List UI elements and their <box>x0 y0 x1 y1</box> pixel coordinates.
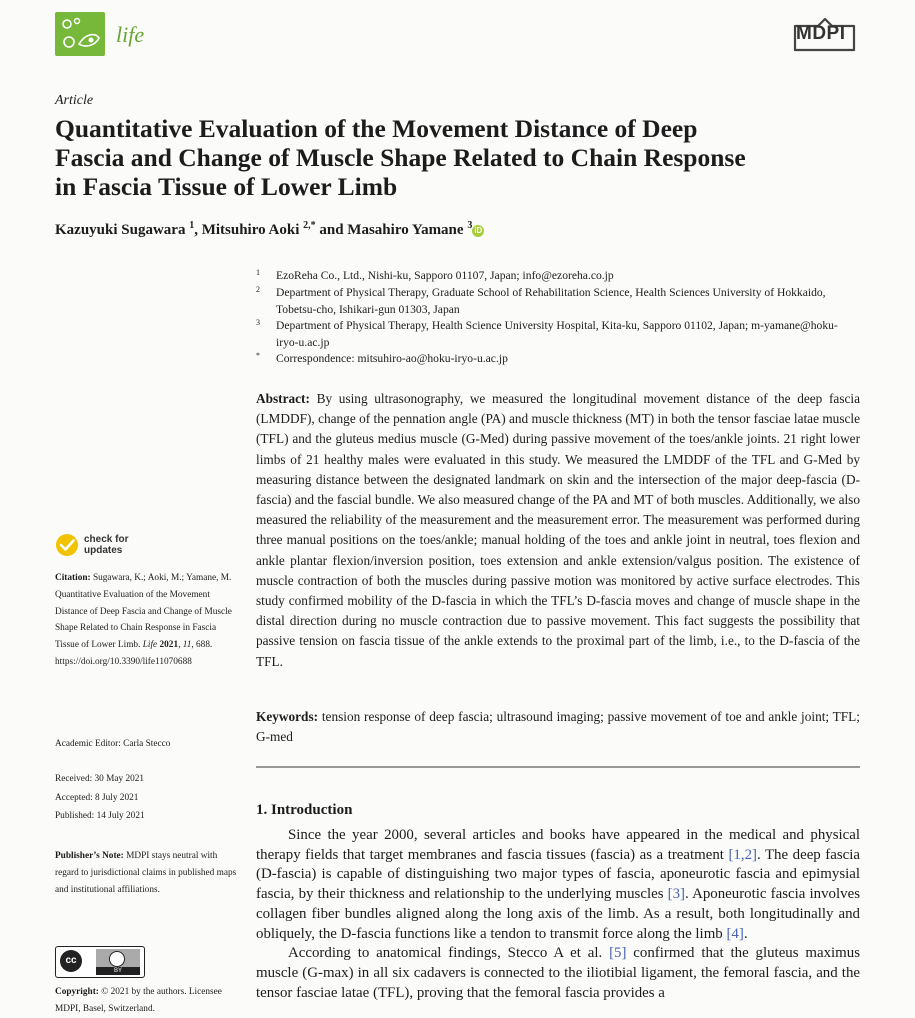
author-name[interactable]: Kazuyuki Sugawara <box>55 222 186 238</box>
affiliation-marker: 3 <box>467 220 473 231</box>
author-name[interactable]: and Masahiro Yamane <box>315 222 464 238</box>
affiliation-marker: 1 <box>189 220 195 231</box>
abstract <box>256 389 860 672</box>
title-line: in Fascia Tissue of Lower Limb <box>55 172 398 201</box>
section-heading: 1. Introduction <box>256 802 353 818</box>
citation-link[interactable]: [5] <box>609 945 627 962</box>
copyright: Copyright: © 2021 by the authors. Licensee MDPI, Basel, Switzerland. <box>55 987 222 1014</box>
section-divider <box>256 766 860 768</box>
article-type: Article <box>55 93 94 108</box>
affiliation-text: EzoReha Co., Ltd., Nishi-ku, Sapporo 01107, Japan; info@ezoreha.co.jp <box>276 269 614 282</box>
abstract-label: Abstract: <box>256 391 310 406</box>
citation-link[interactable]: [1,2] <box>728 846 757 863</box>
affiliation-number: * <box>256 351 260 360</box>
author-list <box>55 220 484 239</box>
cc-by-license-badge[interactable] <box>55 946 145 978</box>
cc-by-icon: BY <box>96 949 140 975</box>
orcid-icon[interactable]: iD <box>474 225 483 235</box>
paragraph: Since the year 2000, several articles and books have appeared in the medical and physical therapy fields that target membranes and fascia tissues (fascia) as a treatment [1,2]. The deep fascia (D-fascia) is capable of distinguishing two major types of fascia, aponeurotic fascia and epimysial fascia, by their thickness and relationship to the underlying muscles [3]. Aponeurotic fascia involves collagen fiber bundles aligned along the long axis of the limb. As a result, both longitudinally and obliquely, the D-fascia functions like a tendon to transmit force along the limb [4]. <box>256 827 860 942</box>
affiliation-number: 1 <box>256 268 260 277</box>
affiliation-text: Correspondence: mitsuhiro-ao@hoku-iryo-u.ac.jp <box>276 352 508 365</box>
life-logo-icon <box>55 12 105 56</box>
author-name[interactable]: , Mitsuhiro Aoki <box>194 222 300 238</box>
cc-icon: cc <box>60 950 82 972</box>
paper-title <box>55 114 875 201</box>
affiliation-marker: 2,* <box>303 220 316 231</box>
paragraph: According to anatomical findings, Stecco A et al. [5] confirmed that the gluteus maximus muscle (G-max) in all six cadavers is connected to the iliotibial ligament, the femoral fascia, and the tensor fasciae latae (TFL), proving that the femoral fascia provides a <box>256 945 860 1001</box>
check-for-updates-label[interactable]: check for updates <box>84 534 129 556</box>
citation-link[interactable]: [4] <box>726 925 744 942</box>
published-date: Published: 14 July 2021 <box>55 811 145 821</box>
affiliation-text: Department of Physical Therapy, Health Science University Hospital, Kita-ku, Sapporo 01102, Japan; m-yamane@hoku-iryo-u.ac.jp <box>276 319 838 349</box>
affiliation-text: Department of Physical Therapy, Graduate School of Rehabilitation Science, Health Sciences University of Hokkaido, Tobetsu-cho, Ishikari-gun 01303, Japan <box>276 286 826 316</box>
accepted-date: Accepted: 8 July 2021 <box>55 793 139 803</box>
affiliation-number: 3 <box>256 318 260 327</box>
publisher-name: MDPI <box>796 23 846 44</box>
keywords <box>256 707 860 747</box>
abstract-text: By using ultrasonography, we measured the longitudinal movement distance of the deep fascia (LMDDF), change of the pennation angle (PA) and muscle thickness (MT) in both the tensor fasciae latae muscle (TFL) and the gluteus medius muscle (G-Med) during passive movement of the toes/ankle joints. 21 right lower limbs of 21 healthy males were evaluated in this study. We measured the LMDDF of the TFL and G-Med by measuring distance between the designated landmark on skin and the intersection of the major deep-fascia (D-fascia) and the fascial bundle. We also measured change of the PA and MT of both muscles. Additionally, we also measured the reliability of the measurement and the measurement error. The measurement was performed during three manual positions on the toes/ankle; manual holding of the toes and ankle joint in neutral, toes flexion and ankle plantar flexion/inversion position, toes extension and ankle extension/valgus position. The existence of muscle contraction of both the muscles during passive motion was monitored by active surface electrodes. This study confirmed mobility of the D-fascia in which the TFL’s D-fascia moves and change of muscle shape in the distal direction during no muscle contraction due to passive movement. This fact suggests the possibility that passive tension on fascia tissue of the ankle extends to the proximal part of the limb, i.e., to the D-fascia of the TFL. <box>256 391 860 669</box>
journal-name: life <box>116 22 145 47</box>
keywords-text: tension response of deep fascia; ultrasound imaging; passive movement of toe and ankle joint; TFL; G-med <box>256 709 860 745</box>
publisher-note: Publisher’s Note: MDPI stays neutral with regard to jurisdictional claims in published maps and institutional affiliations. <box>55 851 237 895</box>
affiliation-number: 2 <box>256 285 260 294</box>
check-for-updates-icon[interactable] <box>55 533 79 557</box>
citation-link[interactable]: [3] <box>667 886 686 903</box>
doi-link[interactable]: , 688. https://doi.org/10.3390/life11070688 <box>55 640 213 667</box>
introduction-body <box>256 826 860 1003</box>
academic-editor: Academic Editor: Carla Stecco <box>55 739 171 749</box>
title-line: Fascia and Change of Muscle Shape Related to Chain Response <box>55 143 746 172</box>
citation-label: Citation: <box>55 573 91 583</box>
received-date: Received: 30 May 2021 <box>55 774 145 784</box>
title-line: Quantitative Evaluation of the Movement Distance of Deep <box>55 114 698 143</box>
citation: Citation: Sugawara, K.; Aoki, M.; Yamane, M. Quantitative Evaluation of the Movement Distance of Deep Fascia and Change of Muscle Shape Related to Chain Response in Fascia Tissue of Lower Limb. Life 2021, 11, 688. https://doi.org/10.3390/life11070688 <box>55 573 232 667</box>
keywords-label: Keywords: <box>256 709 319 724</box>
